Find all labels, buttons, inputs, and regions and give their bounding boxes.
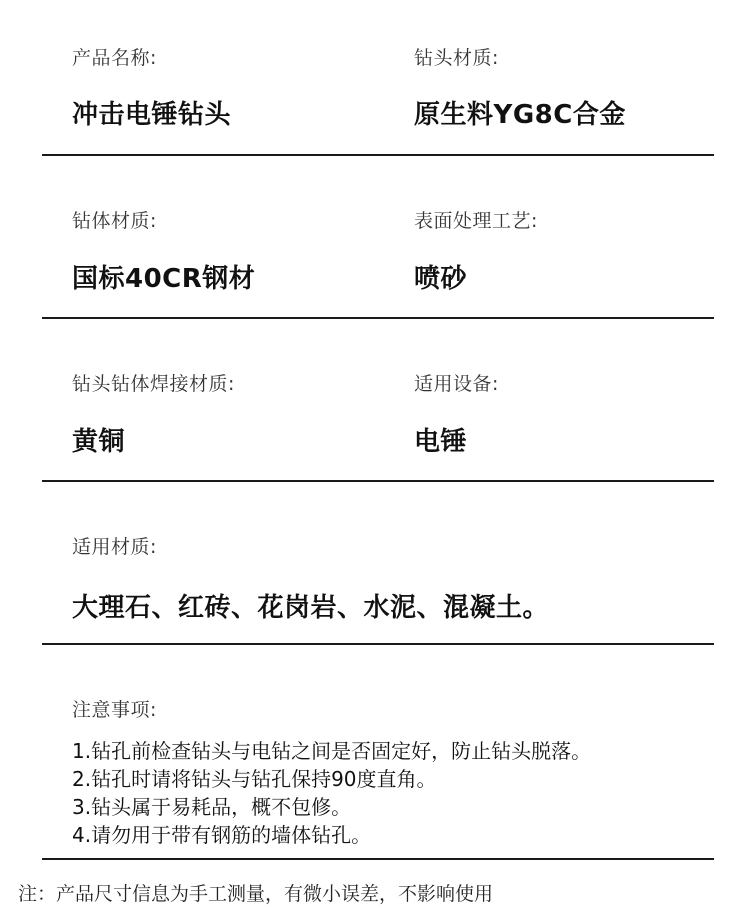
notes-label: 注意事项: [72,699,157,721]
divider [42,643,714,645]
note-item: 2.钻孔时请将钻头与钻孔保持90度直角。 [72,767,437,791]
note-item: 1.钻孔前检查钻头与电钻之间是否固定好，防止钻头脱落。 [72,739,592,763]
divider [42,858,714,860]
body-material-label: 钻体材质: [72,210,157,232]
divider [42,480,714,482]
footer-note: 注：产品尺寸信息为手工测量，有微小误差，不影响使用 [18,883,494,905]
applicable-materials-label: 适用材质: [72,536,157,558]
applicable-device-value: 电锤 [414,427,468,457]
weld-material-label: 钻头钻体焊接材质: [72,373,235,395]
applicable-device-label: 适用设备: [414,373,499,395]
notes-list [72,737,591,849]
bit-material-value: 原生料YG8C合金 [414,100,626,130]
note-item: 3.钻头属于易耗品，概不包修。 [72,795,352,819]
weld-material-value: 黄铜 [72,427,126,457]
product-name-value: 冲击电锤钻头 [72,100,232,130]
divider [42,154,714,156]
surface-treatment-label: 表面处理工艺: [414,210,538,232]
bit-material-label: 钻头材质: [414,47,499,69]
applicable-materials-value: 大理石、红砖、花岗岩、水泥、混凝土。 [72,593,550,623]
divider [42,317,714,319]
body-material-value: 国标40CR钢材 [72,264,256,294]
product-name-label: 产品名称: [72,47,157,69]
surface-treatment-value: 喷砂 [414,264,468,294]
note-item: 4.请勿用于带有钢筋的墙体钻孔。 [72,823,372,847]
